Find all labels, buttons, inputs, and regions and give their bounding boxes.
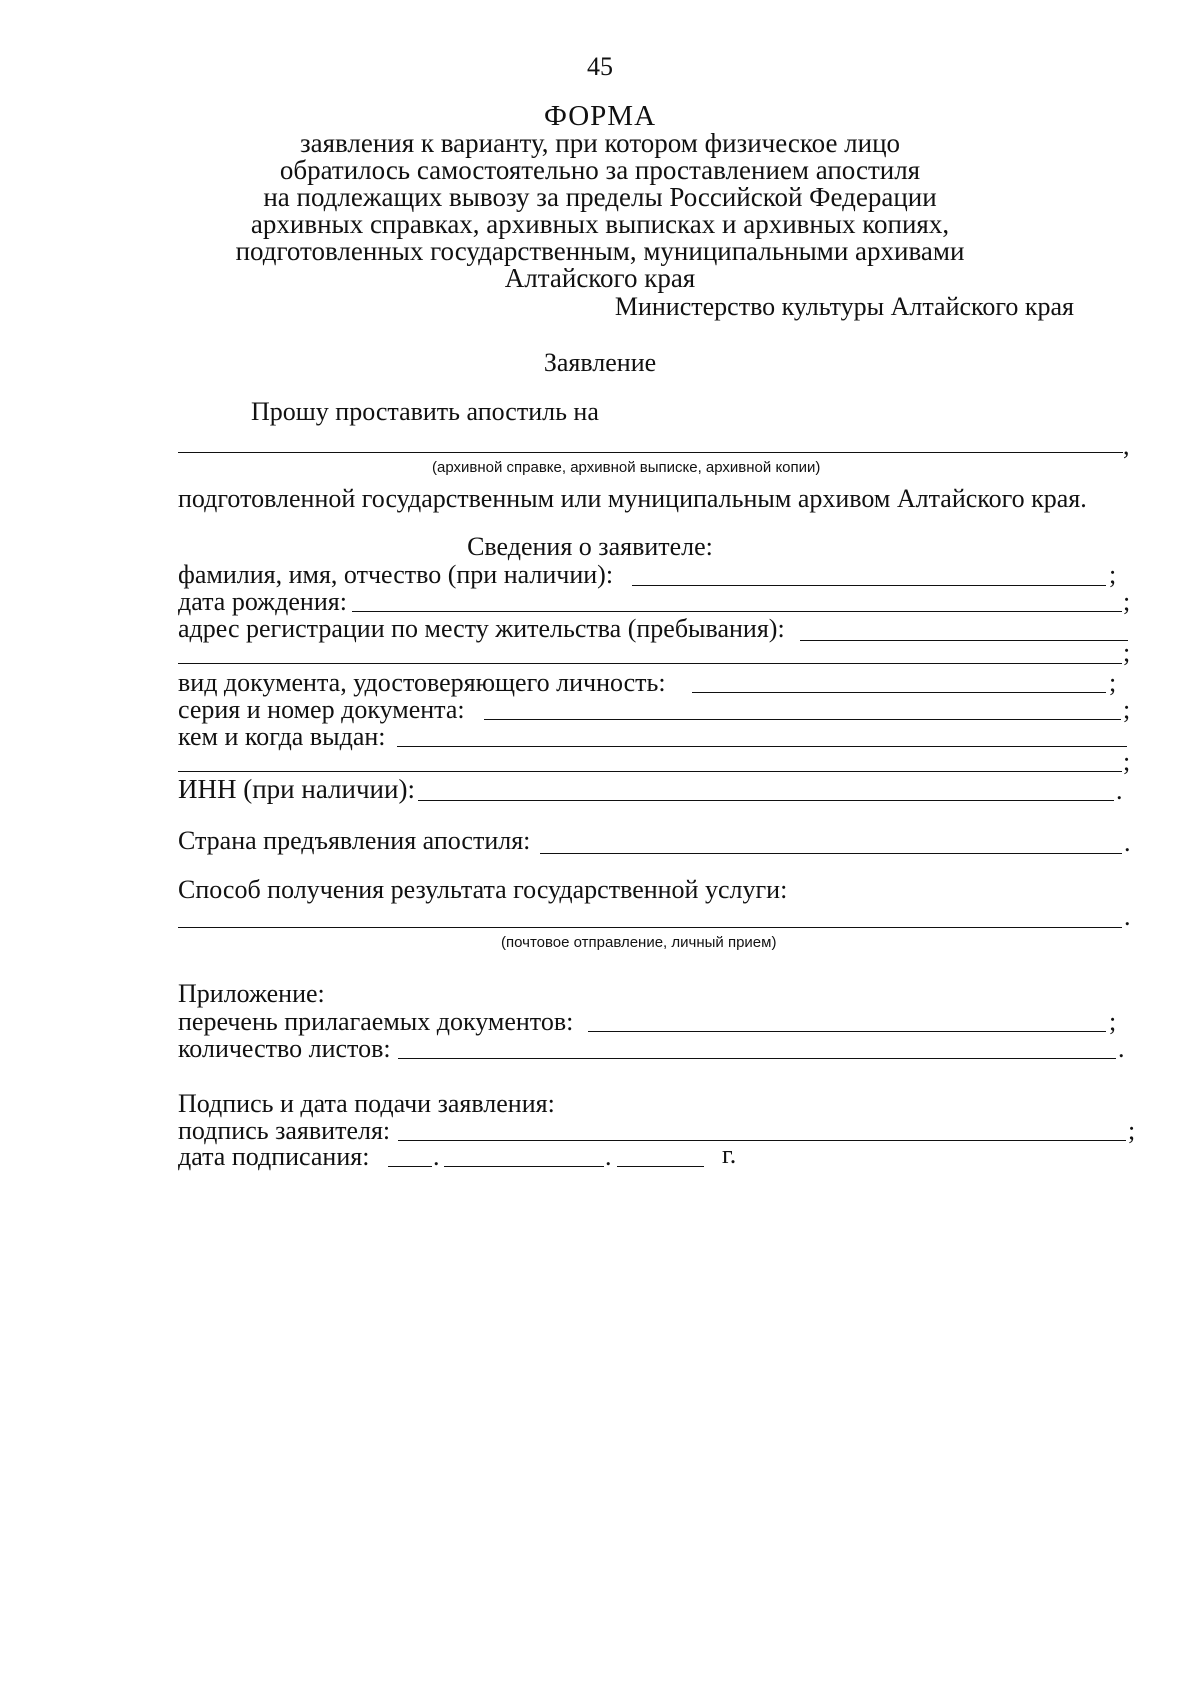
field-period: . bbox=[1116, 776, 1123, 805]
signature-label: подпись заявителя: bbox=[178, 1116, 391, 1145]
subtitle-line: заявления к варианту, при котором физическое лицо bbox=[299, 128, 901, 158]
signing-year-field[interactable] bbox=[617, 1166, 704, 1167]
field-period: . bbox=[1124, 828, 1131, 857]
year-suffix: г. bbox=[722, 1140, 737, 1169]
inn-label: ИНН (при наличии): bbox=[178, 774, 415, 804]
attachment-heading: Приложение: bbox=[178, 979, 325, 1008]
request-text: Прошу проставить апостиль на bbox=[251, 397, 599, 426]
field-period: . bbox=[1118, 1034, 1125, 1063]
attachments-list-label: перечень прилагаемых документов: bbox=[178, 1007, 574, 1036]
field-semicolon: ; bbox=[1123, 587, 1131, 616]
form-subtitle bbox=[0, 130, 1200, 292]
id-type-label: вид документа, удостоверяющего личность: bbox=[178, 668, 666, 697]
full-name-label: фамилия, имя, отчество (при наличии): bbox=[178, 560, 614, 589]
sheets-count-field[interactable] bbox=[398, 1058, 1116, 1059]
signing-day-field[interactable] bbox=[388, 1166, 432, 1167]
field-semicolon: ; bbox=[1109, 560, 1117, 589]
field-comma: , bbox=[1123, 431, 1130, 460]
field-semicolon: ; bbox=[1128, 1116, 1136, 1145]
subtitle-line: подготовленных государственным, муниципальными архивами bbox=[235, 236, 965, 266]
signature-field[interactable] bbox=[398, 1140, 1126, 1141]
inn-field[interactable] bbox=[418, 800, 1114, 801]
delivery-field[interactable] bbox=[178, 927, 1122, 928]
issued-by-label: кем и когда выдан: bbox=[178, 722, 386, 751]
birth-date-field[interactable] bbox=[352, 611, 1122, 612]
signature-heading: Подпись и дата подачи заявления: bbox=[178, 1089, 555, 1118]
country-label: Страна предъявления апостиля: bbox=[178, 826, 531, 855]
signing-month-field[interactable] bbox=[444, 1166, 604, 1167]
addressee: Министерство культуры Алтайского края bbox=[614, 292, 1074, 321]
request-hint: (архивной справке, архивной выписке, архивной копии) bbox=[432, 459, 821, 476]
field-semicolon: ; bbox=[1109, 668, 1117, 697]
address-label: адрес регистрации по месту жительства (пребывания): bbox=[178, 614, 785, 643]
country-field[interactable] bbox=[540, 853, 1122, 854]
birth-date-label: дата рождения: bbox=[178, 587, 347, 616]
signing-date-label: дата подписания: bbox=[178, 1142, 370, 1171]
form-title: ФОРМА bbox=[543, 100, 657, 132]
delivery-label: Способ получения результата государственной услуги: bbox=[178, 875, 788, 904]
request-continuation: подготовленной государственным или муниципальным архивом Алтайского края. bbox=[178, 484, 1087, 513]
field-period: . bbox=[433, 1142, 440, 1171]
id-type-field[interactable] bbox=[692, 692, 1106, 693]
issued-by-field[interactable] bbox=[397, 746, 1127, 747]
page-number: 45 bbox=[587, 52, 613, 81]
id-number-field[interactable] bbox=[484, 719, 1121, 720]
field-semicolon: ; bbox=[1123, 747, 1131, 776]
subtitle-line: на подлежащих вывозу за пределы Российской Федерации bbox=[263, 182, 937, 212]
field-period: . bbox=[1124, 902, 1131, 931]
subtitle-line: архивных справках, архивных выписках и архивных копиях, bbox=[250, 209, 950, 239]
field-semicolon: ; bbox=[1109, 1007, 1117, 1036]
subtitle-line: обратилось самостоятельно за проставлением апостиля bbox=[279, 155, 921, 185]
attachments-list-field[interactable] bbox=[588, 1031, 1106, 1032]
subtitle-line: Алтайского края bbox=[504, 263, 696, 293]
field-period: . bbox=[605, 1142, 612, 1171]
full-name-field[interactable] bbox=[632, 585, 1106, 586]
request-document-field[interactable] bbox=[178, 452, 1123, 453]
address-field[interactable] bbox=[800, 640, 1128, 641]
issued-by-field-continued[interactable] bbox=[178, 771, 1122, 772]
field-semicolon: ; bbox=[1123, 695, 1131, 724]
applicant-heading: Сведения о заявителе: bbox=[467, 532, 713, 561]
field-semicolon: ; bbox=[1123, 638, 1131, 667]
document-title: Заявление bbox=[543, 348, 657, 377]
id-number-label: серия и номер документа: bbox=[178, 695, 465, 724]
address-field-continued[interactable] bbox=[178, 663, 1122, 664]
sheets-count-label: количество листов: bbox=[178, 1034, 391, 1063]
delivery-hint: (почтовое отправление, личный прием) bbox=[501, 934, 777, 951]
